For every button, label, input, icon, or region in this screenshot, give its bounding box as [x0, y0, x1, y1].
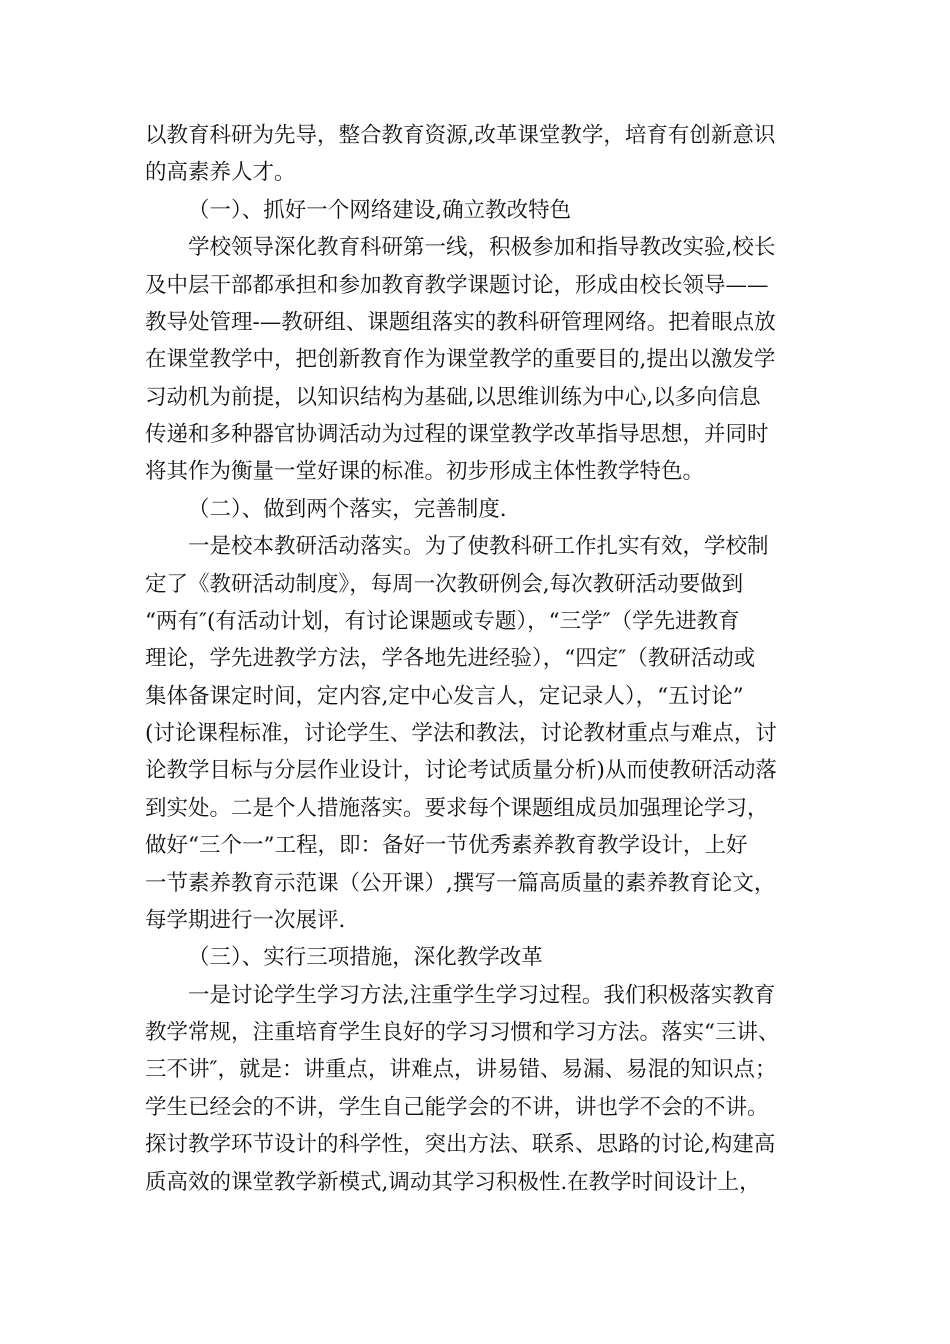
paragraph-line: 及中层干部都承担和参加教育教学课题讨论，形成由校长领导——: [145, 273, 769, 298]
paragraph-line: 学校领导深化教育科研第一线，积极参加和指导教改实验,校长: [188, 235, 776, 260]
paragraph-line: 教学常规，注重培育学生良好的学习习惯和学习方法。落实“三讲、: [145, 1020, 780, 1045]
paragraph-line: 习动机为前提，以知识结构为基础,以思维训练为中心,以多向信息: [145, 385, 761, 410]
paragraph-line: “两有″(有活动计划，有讨论课题或专题），“三学″（学先进教育: [145, 609, 740, 634]
paragraph-line: 教导处管理-—教研组、课题组落实的教科研管理网络。把着眼点放: [145, 310, 776, 335]
paragraph-line: 理论，学先进教学方法，学各地先进经验），“四定″（教研活动或: [145, 646, 756, 671]
paragraph-line: 质高效的课堂教学新模式,调动其学习积极性.在教学时间设计上，: [145, 1170, 761, 1195]
paragraph-line: 一是讨论学生学习方法,注重学生学习过程。我们积极落实教育: [188, 983, 776, 1008]
paragraph-line: (讨论课程标准，讨论学生、学法和教法，讨论教材重点与难点，讨: [145, 721, 777, 746]
paragraph-line: 学生已经会的不讲，学生自己能学会的不讲，讲也学不会的不讲。: [145, 1095, 769, 1120]
paragraph-line: 在课堂教学中，把创新教育作为课堂教学的重要目的,提出以激发学: [145, 347, 776, 372]
paragraph-line: 的高素养人才。: [145, 160, 296, 185]
paragraph-line: 集体备课定时间，定内容,定中心发言人，定记录人），“五讨论”: [145, 684, 744, 709]
paragraph-line: 传递和多种器官协调活动为过程的课堂教学改革指导思想，并同时: [145, 422, 769, 447]
paragraph-line: 做好“三个一”工程，即：备好一节优秀素养教育教学设计，上好: [145, 833, 748, 858]
paragraph-line: 到实处。二是个人措施落实。要求每个课题组成员加强理论学习，: [145, 796, 769, 821]
paragraph-line: 一是校本教研活动落实。为了使教科研工作扎实有效，学校制: [188, 534, 769, 559]
section-heading: （三）、实行三项措施，深化教学改革: [188, 945, 543, 970]
paragraph-line: 以教育科研为先导，整合教育资源,改革课堂教学，培育有创新意识: [145, 123, 776, 148]
section-heading: （二）、做到两个落实，完善制度.: [188, 497, 507, 522]
paragraph-line: 三不讲″，就是：讲重点，讲难点，讲易错、易漏、易混的知识点；: [145, 1057, 777, 1082]
paragraph-line: 定了《教研活动制度》，每周一次教研例会,每次教研活动要做到: [145, 572, 744, 597]
paragraph-line: 将其作为衡量一堂好课的标准。初步形成主体性教学特色。: [145, 459, 705, 484]
section-heading: （一）、抓好一个网络建设,确立教改特色: [188, 198, 572, 223]
paragraph-line: 每学期进行一次展评.: [145, 908, 346, 933]
paragraph-line: 一节素养教育示范课（公开课）,撰写一篇高质量的素养教育论文，: [145, 871, 776, 896]
paragraph-line: 探讨教学环节设计的科学性，突出方法、联系、思路的讨论,构建高: [145, 1132, 776, 1157]
paragraph-line: 论教学目标与分层作业设计，讨论考试质量分析)从而使教研活动落: [145, 758, 777, 783]
